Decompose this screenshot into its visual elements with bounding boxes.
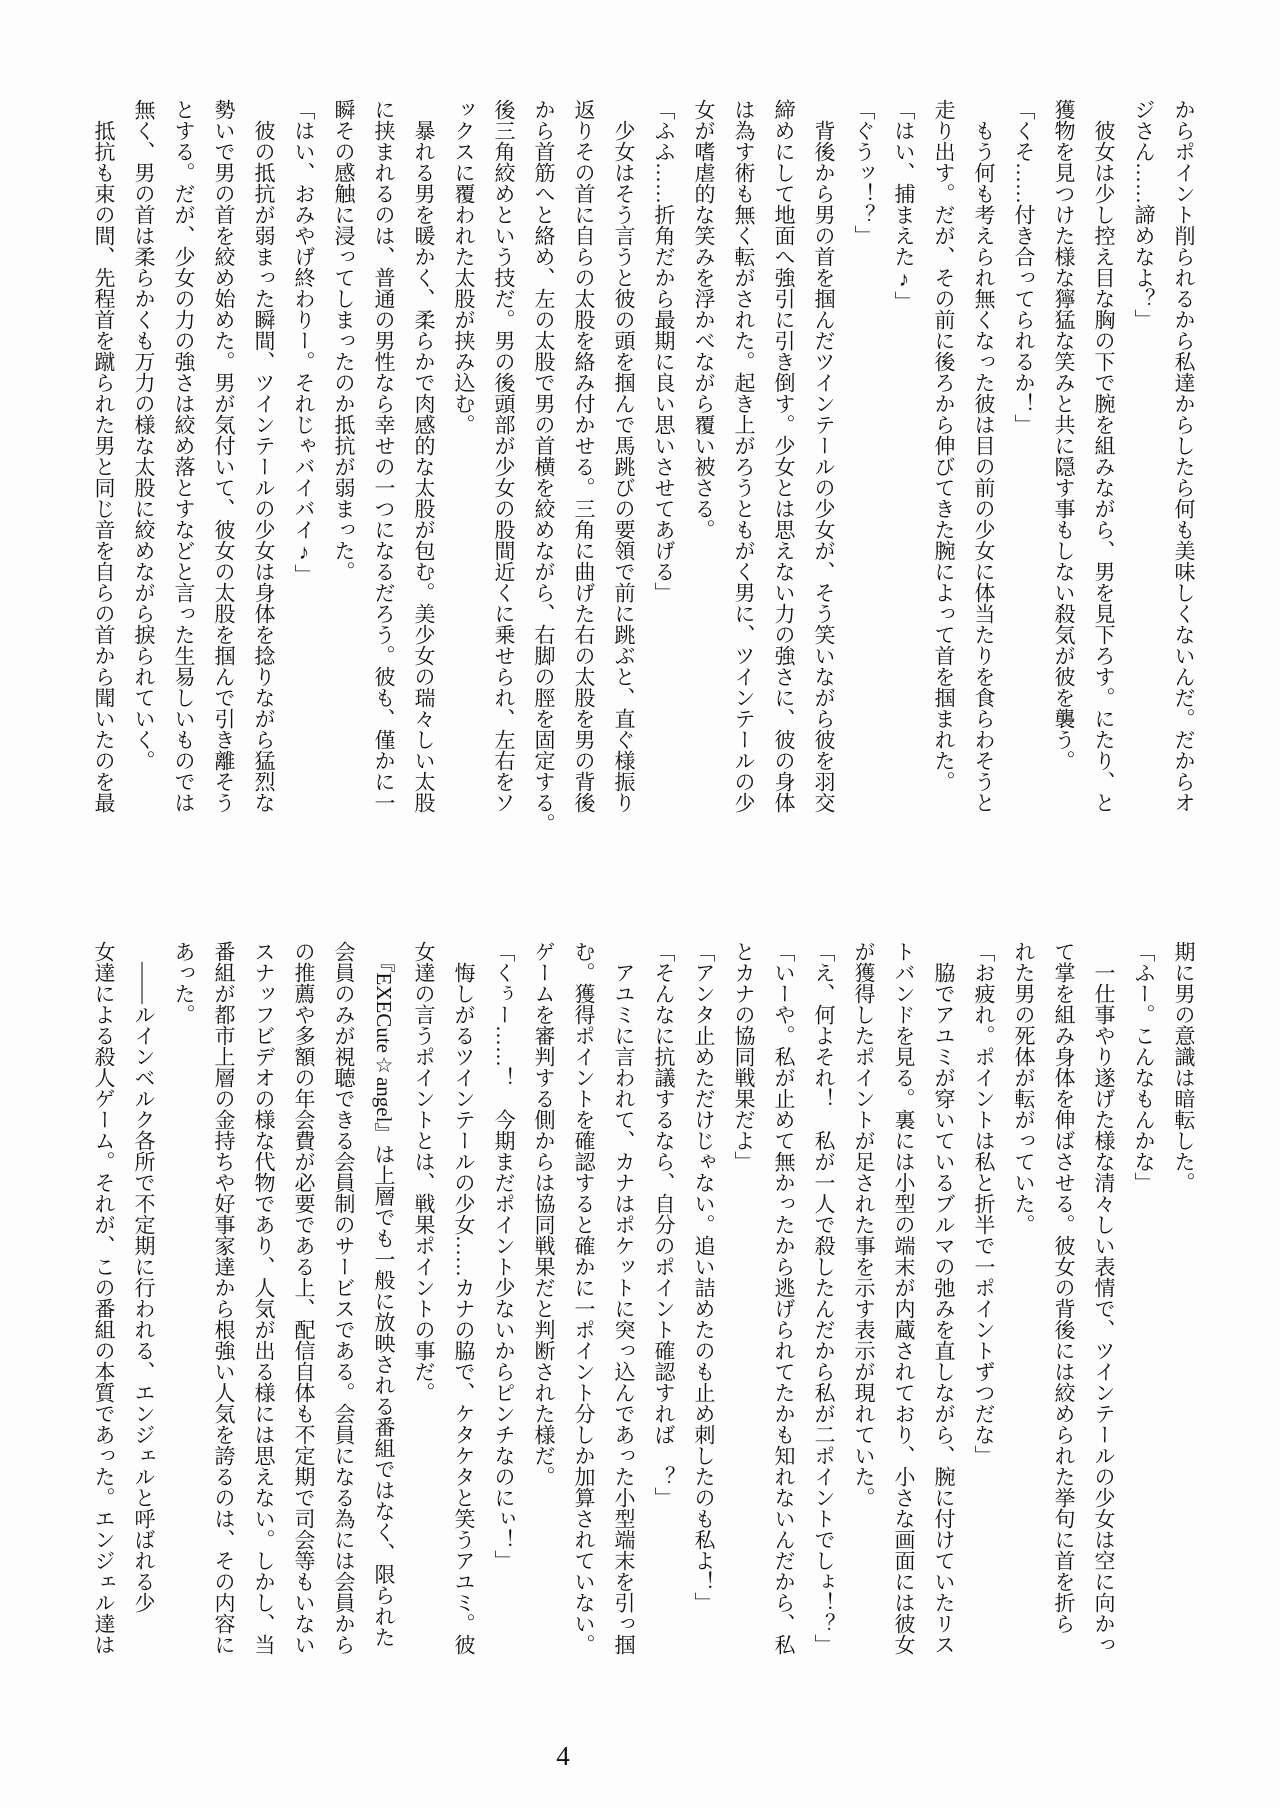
text-line: 「ふー。こんなもんかな」 <box>1132 941 1156 1193</box>
text-block-bottom <box>84 941 1204 1713</box>
text-line: 背後から男の首を掴んだツインテールの少女が、そう笑いながら彼を羽交 <box>812 99 836 813</box>
text-line: が獲得したポイントが足された事を示す表示が現れていた。 <box>852 941 876 1508</box>
text-line: 「はい、捕まえた♪」 <box>892 99 916 312</box>
text-line: 瞬その感触に浸ってしまったのか抵抗が弱まった。 <box>332 99 356 582</box>
text-line: れた男の死体が転がっていた。 <box>1012 941 1036 1235</box>
text-line: とカナの協同戦果だよ」 <box>732 941 756 1172</box>
text-line: 脇でアユミが穿いているブルマの弛みを直しながら、腕に付けていたリス <box>932 941 956 1655</box>
text-line: 「そんなに抗議するなら、自分のポイント確認すれば ？」 <box>652 941 676 1508</box>
text-line: ゲームを審判する側からは協同戦果だと判断された様だ。 <box>532 941 556 1487</box>
text-line: から首筋へと絡め、左の太股で男の首横を絞めながら、右脚の脛を固定する。 <box>532 99 556 834</box>
text-line: 「はい、おみやげ終わりー。それじゃバイバイ♪」 <box>292 99 316 585</box>
text-line: 暴れる男を暖かく、柔らかで肉感的な太股が包む。美少女の瑞々しい太股 <box>412 99 436 813</box>
text-line: もう何も考えられ無くなった彼は目の前の少女に体当たりを食らわそうと <box>972 99 996 813</box>
text-line: む。獲得ポイントを確認すると確かに一ポイント分しか加算されていない。 <box>572 941 596 1655</box>
text-line: ックスに覆われた太股が挟み込む。 <box>452 99 476 435</box>
text-line: 「くそ……付き合ってられるか！」 <box>1012 99 1036 435</box>
text-line: からポイント削られるから私達からしたら何も美味しくないんだ。だからオ <box>1172 99 1196 813</box>
text-line: 彼女は少し控え目な胸の下で腕を組みながら、男を見下ろす。にたり、と <box>1092 99 1116 813</box>
text-line: 会員のみが視聴できる会員制のサービスである。会員になる為には会員から <box>332 941 356 1655</box>
text-line: アユミに言われて、カナはポケットに突っ込んであった小型端末を引っ掴 <box>612 941 636 1655</box>
text-line: 「ふふ……折角だから最期に良い思いさせてあげる」 <box>652 99 676 603</box>
text-line: 「お疲れ。ポイントは私と折半で一ポイントずつだな」 <box>972 941 996 1466</box>
text-line: 「くぅー……！ 今期まだポイント少ないからピンチなのにぃ！」 <box>492 941 516 1571</box>
text-line: 「アンタ止めただけじゃない。追い詰めたのも止め刺したのも私よ！」 <box>692 941 716 1613</box>
text-line: とする。だが、少女の力の強さは絞め落とすなどと言った生易しいものでは <box>172 99 196 813</box>
text-line: 獲物を見つけた様な獰猛な笑みと共に隠す事もしない殺気が彼を襲う。 <box>1052 99 1076 771</box>
text-line: 「いーや。私が止めて無かったから逃げられてたかも知れないんだから、私 <box>772 941 796 1655</box>
text-line: スナッフビデオの様な代物であり、人気が出る様には思えない。しかし、当 <box>252 941 276 1655</box>
text-line: 番組が都市上層の金持ちや好事家達から根強い人気を誇るのは、その内容に <box>212 941 236 1655</box>
text-line: 勢いで男の首を絞め始めた。男が気付いて、彼女の太股を掴んで引き離そう <box>212 99 236 813</box>
text-line: 後三角絞めという技だ。男の後頭部が少女の股間近くに乗せられ、左右をソ <box>492 99 516 813</box>
text-line: の推薦や多額の年会費が必要である上、配信自体も不定期で司会等もいない <box>292 941 316 1655</box>
text-line: ――ルインベルク各所で不定期に行われる、エンジェルと呼ばれる少 <box>132 941 156 1613</box>
text-line: ジさん……諦めなよ？」 <box>1132 99 1156 330</box>
text-line: 一仕事やり遂げた様な清々しい表情で、ツインテールの少女は空に向かっ <box>1092 941 1116 1655</box>
text-line: 『EXECute☆angel』は上層でも一般に放映される番組ではなく、限られた <box>372 941 396 1648</box>
text-line: は為す術も無く転がされた。起き上がろうともがく男に、ツインテールの少 <box>732 99 756 813</box>
text-line: 走り出す。だが、その前に後ろから伸びてきた腕によって首を掴まれた。 <box>932 99 956 792</box>
text-block-top <box>84 99 1204 871</box>
text-line: 無く、男の首は柔らかくも万力の様な太股に絞めながら捩られていく。 <box>132 99 156 771</box>
text-line: に挟まれるのは、普通の男性なら幸せの一つになるだろう。彼も、僅かに一 <box>372 99 396 813</box>
text-line: 悔しがるツインテールの少女……カナの脇で、ケタケタと笑うアユミ。彼 <box>452 941 476 1655</box>
text-line: 返りその首に自らの太股を絡み付かせる。三角に曲げた右の太股を男の背後 <box>572 99 596 813</box>
text-line: て掌を組み身体を伸ばさせる。彼女の背後には絞められた挙句に首を折ら <box>1052 941 1076 1634</box>
page-number: 4 <box>556 1741 570 1771</box>
text-line: 少女はそう言うと彼の頭を掴んで馬跳びの要領で前に跳ぶと、直ぐ様振り <box>612 99 636 813</box>
text-line: 抵抗も束の間、先程首を蹴られた男と同じ音を自らの首から聞いたのを最 <box>92 99 116 813</box>
text-line: トバンドを見る。裏には小型の端末が内蔵されており、小さな画面には彼女 <box>892 941 916 1655</box>
text-line: 「ぐうッ！？」 <box>852 99 876 246</box>
text-line: 女達の言うポイントとは、戦果ポイントの事だ。 <box>412 941 436 1403</box>
text-line: 期に男の意識は暗転した。 <box>1172 941 1196 1193</box>
text-line: 「え、何よそれ！ 私が一人で殺したんだから私が二ポイントでしょ！？」 <box>812 941 836 1655</box>
text-line: 彼の抵抗が弱まった瞬間、ツインテールの少女は身体を捻りながら猛烈な <box>252 99 276 813</box>
text-line: 締めにして地面へ強引に引き倒す。少女とは思えない力の強さに、彼の身体 <box>772 99 796 813</box>
text-line: 女が嗜虐的な笑みを浮かべながら覆い被さる。 <box>692 99 716 540</box>
text-line: あった。 <box>172 941 196 1025</box>
text-line: 女達による殺人ゲーム。それが、この番組の本質であった。エンジェル達は <box>92 941 116 1655</box>
